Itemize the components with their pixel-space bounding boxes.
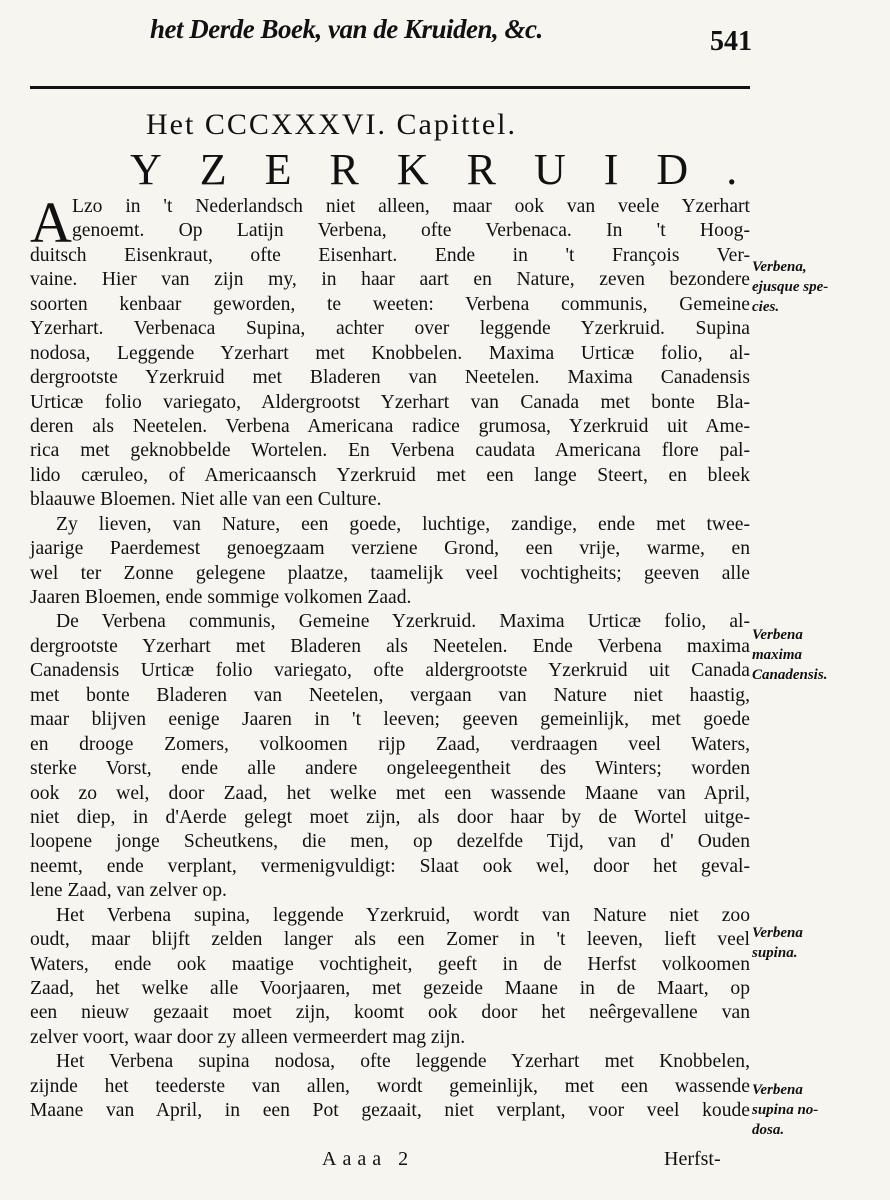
text-line: rica met geknobbelde Wortelen. En Verbena caudata Americana flore pal- bbox=[30, 440, 750, 462]
text-line: Canadensis Urticæ folio variegato, ofte aldergrootste Yzerkruid uit Canada bbox=[30, 660, 750, 682]
margin-note bbox=[752, 625, 882, 685]
text-line: neemt, ende verplant, vermenigvuldigt: Slaat ook wel, door het geval- bbox=[30, 855, 750, 877]
text-line: vaine. Hier van zijn my, in haar aart en Nature, zeven bezondere bbox=[30, 269, 750, 291]
running-title: het Derde Boek, van de Kruiden, &c. bbox=[150, 14, 543, 44]
text-line: jaarige Paerdemest genoegzaam verziene Grond, een vrije, warme, en bbox=[30, 538, 750, 560]
text-line: deren als Neetelen. Verbena Americana radice grumosa, Yzerkruid uit Ame- bbox=[30, 415, 750, 437]
margin-note-line: Canadensis. bbox=[752, 667, 828, 683]
text-line: niet diep, in d'Aerde gelegt moet zijn, als door haar by de Wortel uitge- bbox=[30, 806, 750, 828]
text-line: lene Zaad, van zelver op. bbox=[30, 880, 227, 902]
page-number: 541 bbox=[710, 26, 752, 57]
text-line: genoemt. Op Latijn Verbena, ofte Verbenaca. In 't Hoog- bbox=[72, 220, 750, 242]
text-line: Zaad, het welke alle Voorjaaren, met gezeide Maane in de Maart, op bbox=[30, 978, 750, 999]
text-line: Het Verbena supina, leggende Yzerkruid, wordt van Nature niet zoo bbox=[56, 904, 750, 926]
text-line: ook zo wel, door Zaad, het welke met een wassende Maane van April, bbox=[30, 782, 750, 804]
margin-note bbox=[752, 257, 882, 317]
text-line: nodosa, Leggende Yzerhart met Knobbelen. Maxima Urticæ folio, al- bbox=[30, 342, 750, 364]
text-line: dergrootste Yzerkruid met Bladeren van Neetelen. Maxima Canadensis bbox=[30, 367, 750, 389]
text-line: Lzo in 't Nederlandsch niet alleen, maar ook van veele Yzerhart bbox=[72, 196, 750, 217]
text-line: Maane van April, in een Pot gezaait, niet verplant, voor veel koude bbox=[30, 1100, 750, 1122]
signature-mark: Aaaa 2 bbox=[322, 1148, 415, 1170]
drop-cap: A bbox=[30, 190, 72, 255]
text-line: blaauwe Bloemen. Niet alle van een Culture. bbox=[30, 489, 382, 511]
text-line: duitsch Eisenkraut, ofte Eisenhart. Ende in 't François Ver- bbox=[30, 244, 750, 266]
margin-note-line: Verbena bbox=[752, 925, 803, 941]
text-line: De Verbena communis, Gemeine Yzerkruid. Maxima Urticæ folio, al- bbox=[56, 611, 750, 633]
text-line: zijnde het teederste van allen, wordt gemeinlijk, met een wassende bbox=[30, 1075, 750, 1097]
header-rule bbox=[30, 86, 750, 89]
margin-note-line: Verbena, bbox=[752, 259, 807, 275]
text-line: soorten kenbaar geworden, te weeten: Verbena communis, Gemeine bbox=[30, 293, 750, 315]
margin-note-line: ejusque spe- bbox=[752, 279, 829, 295]
chapter-heading: Het CCCXXXVI. Capittel. bbox=[146, 108, 517, 141]
margin-note-line: Verbena bbox=[752, 627, 803, 643]
margin-note bbox=[752, 923, 882, 963]
text-line: lido cæruleo, of Americaansch Yzerkruid met een lange Steert, en bleek bbox=[30, 464, 750, 486]
text-line: oudt, maar blijft zelden langer als een Zomer in 't leeven, lieft veel bbox=[30, 929, 750, 951]
text-line: Zy lieven, van Nature, een goede, luchtige, zandige, ende met twee- bbox=[56, 513, 750, 535]
text-line: en drooge Zomers, volkoomen rijp Zaad, verdraagen veel Waters, bbox=[30, 733, 750, 755]
text-line: een nieuw gezaait moet zijn, koomt ook door het neêrgevallene van bbox=[30, 1002, 750, 1024]
text-line: Jaaren Bloemen, ende sommige volkomen Zaad. bbox=[30, 587, 412, 608]
margin-note-line: cies. bbox=[752, 299, 780, 315]
text-line: loopene jonge Scheutkens, die men, op dezelfde Tijd, van d' Ouden bbox=[30, 831, 750, 853]
text-line: sterke Vorst, ende alle andere ongeleegentheit des Winters; worden bbox=[30, 758, 750, 780]
text-line: wel ter Zonne gelegene plaatze, taamelijk veel vochtigheits; geeven alle bbox=[30, 562, 750, 584]
margin-note bbox=[752, 1080, 882, 1140]
text-line: Het Verbena supina nodosa, ofte leggende Yzerhart met Knobbelen, bbox=[56, 1051, 750, 1073]
margin-note-line: supina. bbox=[752, 945, 798, 961]
text-line: Urticæ folio variegato, Aldergrootst Yzerhart van Canada met bonte Bla- bbox=[30, 391, 750, 413]
text-line: dergrootste Yzerhart met Bladeren als Neetelen. Ende Verbena maxima bbox=[30, 635, 750, 657]
margin-note-line: Verbena bbox=[752, 1082, 803, 1098]
text-line: Waters, ende ook maatige vochtigheit, geeft in de Herfst volkoomen bbox=[30, 953, 750, 975]
margin-note-line: maxima bbox=[752, 647, 803, 663]
text-line: met bonte Bladeren van Neetelen, vergaan van Nature niet haastig, bbox=[30, 684, 750, 706]
text-line: zelver voort, waar door zy alleen vermeerdert mag zijn. bbox=[30, 1026, 466, 1048]
text-line: Yzerhart. Verbenaca Supina, achter over leggende Yzerkruid. Supina bbox=[30, 318, 750, 340]
chapter-title: YZERKRUID. bbox=[130, 145, 776, 194]
body-text bbox=[30, 190, 750, 1124]
margin-note-line: supina no- bbox=[752, 1102, 819, 1118]
catchword: Herfst- bbox=[664, 1148, 721, 1170]
margin-note-line: dosa. bbox=[752, 1122, 785, 1138]
text-line: maar blijven eenige Jaaren in 't leeven; geeven gemeinlijk, met goede bbox=[30, 709, 750, 731]
